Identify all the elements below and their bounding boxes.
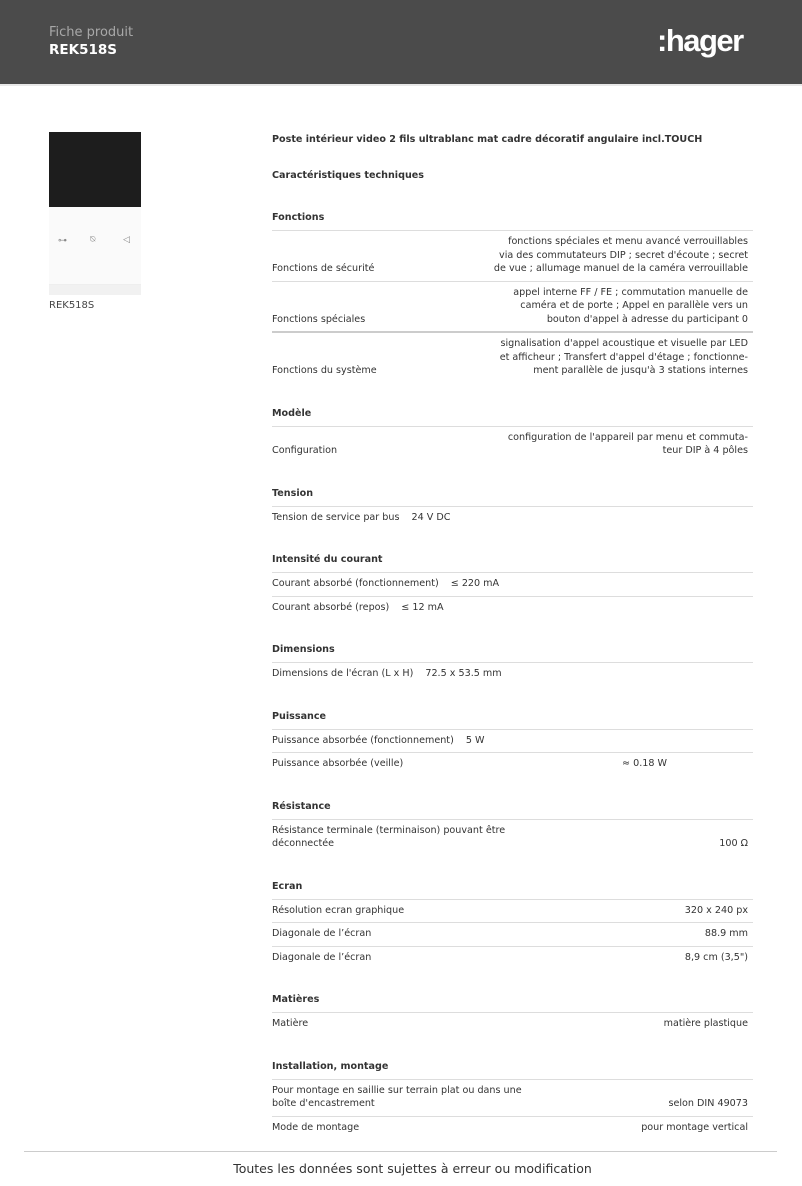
product-code: REK518S [49,42,117,58]
spec-row [272,820,753,856]
spec-label: Puissance absorbée (fonctionnement) [272,734,454,746]
spec-value: fonctions spéciales et menu avancé verrouillables via des commutateurs DIP ; secret d'écoute ; secret de vue ; allumage manuel de la caméra verrouillable [493,236,748,274]
spec-value: ≤ 220 mA [450,578,500,589]
page-header [0,0,802,84]
product-image [49,132,141,295]
spec-label: Résolution ecran graphique [272,904,405,916]
spec-value: 5 W [465,734,485,746]
spec-row [272,663,753,686]
spec-row [272,730,753,753]
section-heading: Résistance [272,800,753,820]
page-footer [24,1151,777,1186]
spec-row [272,752,753,776]
spec-label: Fonctions de sécurité [272,263,375,274]
spec-label: Pour montage en saillie sur terrain plat ou dans une boîte d'encastrement [272,1084,522,1109]
spec-value: selon DIN 49073 [668,1098,748,1109]
spec-value: ≤ 12 mA [401,601,444,613]
header-subtitle: Fiche produit [49,25,134,40]
spec-value: appel interne FF / FE ; commutation manuelle de caméra et de porte ; Appel en parallèle vers un bouton d'appel à adresse du participant 0 [513,286,748,325]
spec-label: Tension de service par bus [272,511,400,523]
spec-row [272,331,753,383]
header-divider [0,84,802,86]
section-heading: Tension [272,487,753,507]
product-screen [49,132,141,207]
spec-value: 24 V DC [411,511,451,523]
spec-row [272,922,753,946]
characteristics-heading: Caractéristiques techniques [272,170,425,181]
speaker-icon: ◁ [123,235,130,245]
spec-value: 100 Ω [719,838,748,849]
section-heading: Ecran [272,880,753,900]
spec-value: 72.5 x 53.5 mm [425,668,502,679]
spec-label: Diagonale de l’écran [272,928,372,939]
spec-label: Fonctions du système [272,365,377,376]
spec-row [272,231,753,281]
spec-row [272,946,753,970]
spec-value: ≈ 0.18 W [622,758,667,769]
spec-row [272,1013,753,1036]
spec-value: configuration de l'appareil par menu et commuta- teur DIP à 4 pôles [507,431,748,456]
key-icon: ⊶ [58,236,67,246]
spec-label: Fonctions spéciales [272,313,366,325]
spec-value: signalisation d'appel acoustique et visuelle par LED et afficheur ; Transfert d'appel d'étage ; fonctionne- ment parallèle de jusqu'à 3 stations internes [499,338,748,376]
spec-value: pour montage vertical [641,1121,748,1133]
spec-label: Courant absorbé (fonctionnement) [272,578,439,589]
spec-value: 8,9 cm (3,5") [684,951,748,963]
spec-row [272,507,753,530]
product-image-caption: REK518S [49,300,95,311]
section-heading: Installation, montage [272,1060,753,1080]
spec-value: 320 x 240 px [684,904,748,916]
product-details [233,133,753,1186]
section-heading: Puissance [272,710,753,730]
spec-row [272,1080,753,1116]
spec-row [272,427,753,463]
section-heading: Modèle [272,407,753,427]
section-heading: Fonctions [272,211,753,231]
spec-label: Courant absorbé (repos) [272,601,390,613]
section-heading: Dimensions [272,643,753,663]
spec-label: Dimensions de l'écran (L x H) [272,668,414,679]
spec-label: Mode de montage [272,1121,360,1133]
spec-row [272,596,753,620]
spec-row [272,900,753,923]
footer-disclaimer: Toutes les données sont sujettes à erreur ou modification [233,1161,592,1176]
spec-label: Diagonale de l’écran [272,951,372,963]
spec-row [272,281,753,332]
spec-label: Résistance terminale (terminaison) pouvant être déconnectée [272,824,506,849]
hager-logo: :hager [657,23,743,58]
bell-mute-icon: ⍉ [90,235,96,245]
spec-row [272,1116,753,1140]
spec-label: Matière [272,1018,309,1029]
spec-row [272,573,753,596]
product-base [49,285,141,295]
spec-label: Puissance absorbée (veille) [272,758,404,769]
product-face [49,207,141,285]
spec-label: Configuration [272,445,338,456]
product-title: Poste intérieur video 2 fils ultrablanc mat cadre décoratif angulaire incl.TOUCH [272,134,703,145]
spec-value: 88.9 mm [704,928,748,939]
spec-value: matière plastique [663,1018,748,1029]
section-heading: Intensité du courant [272,553,753,573]
section-heading: Matières [272,993,753,1013]
